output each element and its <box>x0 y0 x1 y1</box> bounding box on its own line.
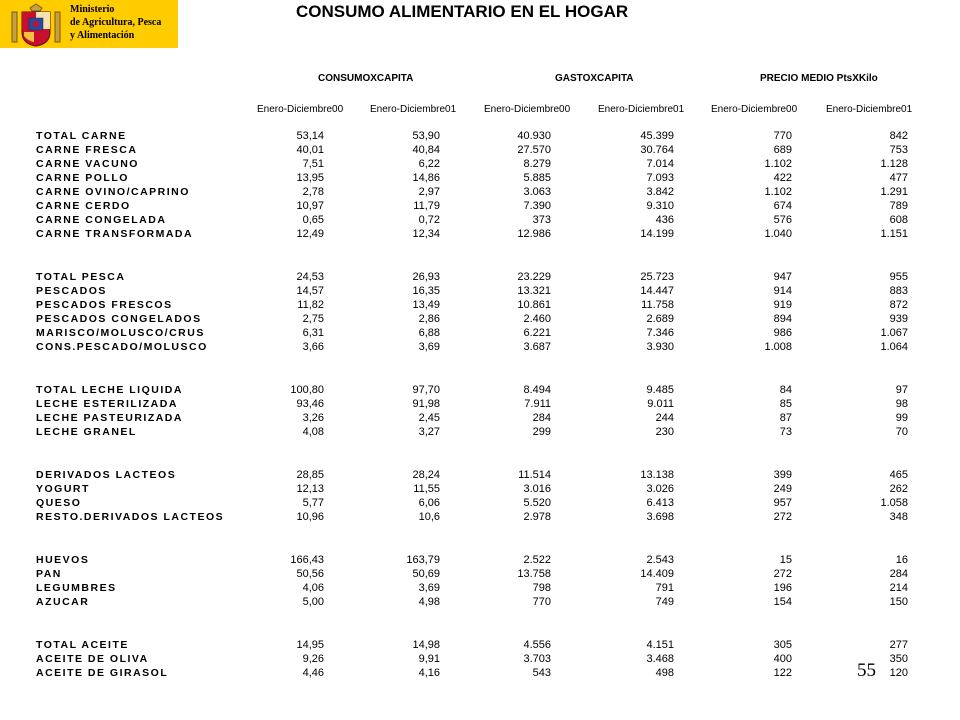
ministry-name <box>70 3 161 42</box>
table-cell: 70 <box>895 426 908 438</box>
table-cell: 4,46 <box>302 667 324 679</box>
table-cell: 8.279 <box>523 158 551 170</box>
table-cell: 1.008 <box>764 341 792 353</box>
ministry-line-2: de Agricultura, Pesca <box>70 17 162 28</box>
page-number: 55 <box>857 660 876 681</box>
table-cell: 1.102 <box>764 158 792 170</box>
table-cell: 12,34 <box>412 228 440 240</box>
table-cell: 3.930 <box>646 341 674 353</box>
table-cell: 166,43 <box>290 554 324 566</box>
table-cell: 576 <box>773 214 792 226</box>
table-cell: 150 <box>889 596 908 608</box>
table-cell: 73 <box>779 426 792 438</box>
table-cell: 689 <box>773 144 792 156</box>
group-header-precio: PRECIO MEDIO PtsXKilo <box>760 73 878 84</box>
table-cell: 9.310 <box>646 200 674 212</box>
table-cell: 348 <box>889 511 908 523</box>
table-cell: 1.291 <box>880 186 908 198</box>
table-row <box>0 666 960 680</box>
row-label: CONS.PESCADO/MOLUSCO <box>36 341 208 353</box>
table-cell: 3,27 <box>418 426 440 438</box>
table-row <box>0 326 960 340</box>
table-row <box>0 638 960 652</box>
row-label: MARISCO/MOLUSCO/CRUS <box>36 327 205 339</box>
table-cell: 5.520 <box>523 497 551 509</box>
row-label: LECHE PASTEURIZADA <box>36 412 183 424</box>
table-cell: 13.321 <box>517 285 551 297</box>
table-row <box>0 553 960 567</box>
row-label: CARNE FRESCA <box>36 144 138 156</box>
table-row <box>0 425 960 439</box>
table-cell: 87 <box>779 412 792 424</box>
table-cell: 753 <box>889 144 908 156</box>
period-header: Enero-Diciembre01 <box>826 104 913 115</box>
table-cell: 2,78 <box>302 186 324 198</box>
table-row <box>0 595 960 609</box>
table-cell: 9.485 <box>646 384 674 396</box>
period-header: Enero-Diciembre00 <box>711 104 798 115</box>
table-cell: 53,14 <box>296 130 324 142</box>
table-cell: 477 <box>889 172 908 184</box>
table-row <box>0 298 960 312</box>
table-cell: 842 <box>889 130 908 142</box>
table-cell: 15 <box>779 554 792 566</box>
row-label: PESCADOS <box>36 285 107 297</box>
table-cell: 2.689 <box>646 313 674 325</box>
page-title: CONSUMO ALIMENTARIO EN EL HOGAR <box>296 2 629 21</box>
table-cell: 6,31 <box>302 327 324 339</box>
table-cell: 399 <box>773 469 792 481</box>
table-row <box>0 482 960 496</box>
table-cell: 2,75 <box>302 313 324 325</box>
table-cell: 608 <box>889 214 908 226</box>
table-cell: 14,57 <box>296 285 324 297</box>
row-label: CARNE VACUNO <box>36 158 139 170</box>
table-cell: 883 <box>889 285 908 297</box>
table-cell: 422 <box>773 172 792 184</box>
period-header: Enero-Diciembre01 <box>598 104 685 115</box>
table-cell: 97 <box>895 384 908 396</box>
row-label: CARNE OVINO/CAPRINO <box>36 186 190 198</box>
table-cell: 2.522 <box>523 554 551 566</box>
table-cell: 24,53 <box>296 271 324 283</box>
table-cell: 14.199 <box>640 228 674 240</box>
table-row <box>0 581 960 595</box>
table-cell: 4.556 <box>523 639 551 651</box>
table-cell: 40,84 <box>412 144 440 156</box>
table-cell: 40,01 <box>296 144 324 156</box>
table-cell: 4,16 <box>418 667 440 679</box>
table-cell: 4,08 <box>302 426 324 438</box>
row-label: TOTAL CARNE <box>36 130 127 142</box>
table-cell: 919 <box>773 299 792 311</box>
table-cell: 10.861 <box>517 299 551 311</box>
table-cell: 305 <box>773 639 792 651</box>
table-cell: 284 <box>889 568 908 580</box>
table-cell: 11.514 <box>518 469 551 481</box>
table-cell: 3.026 <box>646 483 674 495</box>
table-cell: 6.413 <box>646 497 674 509</box>
table-cell: 3,69 <box>418 341 440 353</box>
table-cell: 7,51 <box>302 158 324 170</box>
table-cell: 272 <box>773 511 792 523</box>
table-cell: 986 <box>773 327 792 339</box>
table-row <box>0 510 960 524</box>
table-row <box>0 185 960 199</box>
table-row <box>0 171 960 185</box>
table-cell: 4.151 <box>646 639 674 651</box>
table-cell: 872 <box>889 299 908 311</box>
table-cell: 3.687 <box>523 341 551 353</box>
table-cell: 10,96 <box>296 511 324 523</box>
table-cell: 12,49 <box>296 228 324 240</box>
table-cell: 299 <box>532 426 551 438</box>
row-label: TOTAL PESCA <box>36 271 126 283</box>
table-row <box>0 284 960 298</box>
table-cell: 1.151 <box>880 228 908 240</box>
row-label: RESTO.DERIVADOS LACTEOS <box>36 511 225 523</box>
table-cell: 84 <box>779 384 792 396</box>
row-label: LECHE GRANEL <box>36 426 137 438</box>
table-row <box>0 340 960 354</box>
table-cell: 798 <box>532 582 551 594</box>
table-cell: 154 <box>773 596 792 608</box>
table-cell: 791 <box>655 582 674 594</box>
table-cell: 40.930 <box>517 130 551 142</box>
table-cell: 23.229 <box>517 271 551 283</box>
table-cell: 5,00 <box>302 596 324 608</box>
table-cell: 16 <box>895 554 908 566</box>
table-cell: 2.543 <box>646 554 674 566</box>
table-cell: 3.063 <box>523 186 551 198</box>
table-cell: 97,70 <box>412 384 440 396</box>
table-row <box>0 143 960 157</box>
table-cell: 13.758 <box>517 568 551 580</box>
period-header: Enero-Diciembre00 <box>484 104 571 115</box>
table-row <box>0 496 960 510</box>
row-label: LECHE ESTERILIZADA <box>36 398 178 410</box>
table-cell: 5.885 <box>523 172 551 184</box>
row-label: DERIVADOS LACTEOS <box>36 469 177 481</box>
table-cell: 9,26 <box>302 653 324 665</box>
table-cell: 7.390 <box>523 200 551 212</box>
row-label: CARNE CONGELADA <box>36 214 167 226</box>
table-row <box>0 397 960 411</box>
table-cell: 894 <box>773 313 792 325</box>
table-cell: 1.128 <box>880 158 908 170</box>
table-cell: 8.494 <box>523 384 551 396</box>
table-cell: 244 <box>655 412 674 424</box>
table-cell: 2.460 <box>523 313 551 325</box>
table-cell: 93,46 <box>296 398 324 410</box>
table-cell: 939 <box>889 313 908 325</box>
table-cell: 12,13 <box>296 483 324 495</box>
table-cell: 99 <box>895 412 908 424</box>
table-cell: 3,69 <box>418 582 440 594</box>
table-cell: 14,86 <box>412 172 440 184</box>
table-row <box>0 270 960 284</box>
table-cell: 0,65 <box>302 214 324 226</box>
table-row <box>0 213 960 227</box>
table-row <box>0 157 960 171</box>
table-cell: 11,82 <box>297 299 324 311</box>
table-cell: 3.698 <box>646 511 674 523</box>
table-cell: 7.014 <box>646 158 674 170</box>
row-label: ACEITE DE GIRASOL <box>36 667 169 679</box>
table-cell: 0,72 <box>418 214 440 226</box>
table-cell: 6,88 <box>418 327 440 339</box>
table-cell: 3.016 <box>523 483 551 495</box>
table-cell: 1.058 <box>880 497 908 509</box>
period-header: Enero-Diciembre00 <box>257 104 344 115</box>
table-cell: 262 <box>889 483 908 495</box>
table-cell: 30.764 <box>640 144 674 156</box>
table-row <box>0 199 960 213</box>
table-cell: 400 <box>773 653 792 665</box>
table-cell: 957 <box>773 497 792 509</box>
table-cell: 770 <box>773 130 792 142</box>
table-row <box>0 312 960 326</box>
period-header: Enero-Diciembre01 <box>370 104 457 115</box>
table-cell: 947 <box>773 271 792 283</box>
table-cell: 50,69 <box>412 568 440 580</box>
table-cell: 9.011 <box>647 398 674 410</box>
table-cell: 5,77 <box>302 497 324 509</box>
ministry-logo <box>0 0 178 48</box>
table-cell: 2,97 <box>418 186 440 198</box>
table-cell: 14.409 <box>640 568 674 580</box>
table-cell: 498 <box>655 667 674 679</box>
table-cell: 2,45 <box>418 412 440 424</box>
table-cell: 14.447 <box>640 285 674 297</box>
group-header-gasto: GASTOXCAPITA <box>555 73 634 84</box>
table-cell: 674 <box>773 200 792 212</box>
table-cell: 2.978 <box>523 511 551 523</box>
table-cell: 196 <box>773 582 792 594</box>
table-cell: 10,6 <box>418 511 440 523</box>
table-cell: 85 <box>779 398 792 410</box>
table-cell: 749 <box>655 596 674 608</box>
table-cell: 465 <box>889 469 908 481</box>
table-cell: 9,91 <box>418 653 440 665</box>
table-cell: 4,06 <box>302 582 324 594</box>
group-header-consumo: CONSUMOXCAPITA <box>318 73 414 84</box>
table-cell: 6,06 <box>418 497 440 509</box>
table-cell: 122 <box>773 667 792 679</box>
table-cell: 955 <box>889 271 908 283</box>
ministry-line-3: y Alimentación <box>70 30 135 41</box>
table-cell: 543 <box>532 667 551 679</box>
table-cell: 214 <box>889 582 908 594</box>
table-cell: 53,90 <box>412 130 440 142</box>
ministry-line-1: Ministerio <box>70 4 115 15</box>
table-cell: 12.986 <box>517 228 551 240</box>
table-cell: 98 <box>895 398 908 410</box>
table-cell: 16,35 <box>412 285 440 297</box>
row-label: PAN <box>36 568 62 580</box>
table-row <box>0 227 960 241</box>
row-label: ACEITE DE OLIVA <box>36 653 149 665</box>
row-label: QUESO <box>36 497 82 509</box>
coat-of-arms-icon <box>10 2 62 48</box>
table-cell: 11,79 <box>413 200 440 212</box>
table-row <box>0 411 960 425</box>
row-label: TOTAL LECHE LIQUIDA <box>36 384 183 396</box>
table-cell: 13.138 <box>640 469 674 481</box>
table-cell: 284 <box>532 412 551 424</box>
table-cell: 25.723 <box>640 271 674 283</box>
table-cell: 45.399 <box>640 130 674 142</box>
table-cell: 11,55 <box>413 483 440 495</box>
table-cell: 770 <box>532 596 551 608</box>
table-cell: 1.040 <box>764 228 792 240</box>
table-cell: 27.570 <box>517 144 551 156</box>
table-cell: 6.221 <box>523 327 551 339</box>
table-cell: 14,98 <box>412 639 440 651</box>
row-label: AZUCAR <box>36 596 90 608</box>
row-label: YOGURT <box>36 483 90 495</box>
table-cell: 10,97 <box>296 200 324 212</box>
table-row <box>0 383 960 397</box>
table-cell: 436 <box>655 214 674 226</box>
table-cell: 3,26 <box>302 412 324 424</box>
table-cell: 3.703 <box>523 653 551 665</box>
table-cell: 789 <box>889 200 908 212</box>
table-cell: 7.911 <box>524 398 551 410</box>
table-cell: 7.346 <box>646 327 674 339</box>
table-cell: 13,49 <box>412 299 440 311</box>
table-row <box>0 567 960 581</box>
table-cell: 163,79 <box>406 554 440 566</box>
table-cell: 249 <box>773 483 792 495</box>
row-label: HUEVOS <box>36 554 90 566</box>
table-cell: 6,22 <box>418 158 440 170</box>
table-cell: 26,93 <box>412 271 440 283</box>
table-cell: 28,24 <box>412 469 440 481</box>
table-cell: 1.067 <box>880 327 908 339</box>
row-label: PESCADOS CONGELADOS <box>36 313 202 325</box>
table-cell: 4,98 <box>418 596 440 608</box>
table-cell: 14,95 <box>296 639 324 651</box>
table-cell: 3.468 <box>646 653 674 665</box>
table-cell: 1.102 <box>764 186 792 198</box>
table-row <box>0 129 960 143</box>
table-cell: 373 <box>532 214 551 226</box>
table-cell: 13,95 <box>296 172 324 184</box>
table-cell: 28,85 <box>296 469 324 481</box>
table-cell: 914 <box>773 285 792 297</box>
table-cell: 2,86 <box>418 313 440 325</box>
table-row <box>0 468 960 482</box>
row-label: CARNE TRANSFORMADA <box>36 228 194 240</box>
table-cell: 100,80 <box>290 384 324 396</box>
table-cell: 230 <box>655 426 674 438</box>
table-row <box>0 652 960 666</box>
table-cell: 277 <box>889 639 908 651</box>
table-cell: 120 <box>889 667 908 679</box>
row-label: CARNE POLLO <box>36 172 129 184</box>
row-label: TOTAL ACEITE <box>36 639 129 651</box>
table-cell: 3.842 <box>646 186 674 198</box>
row-label: CARNE CERDO <box>36 200 131 212</box>
row-label: LEGUMBRES <box>36 582 117 594</box>
table-cell: 1.064 <box>880 341 908 353</box>
row-label: PESCADOS FRESCOS <box>36 299 173 311</box>
table-cell: 272 <box>773 568 792 580</box>
table-cell: 11.758 <box>641 299 674 311</box>
table-cell: 50,56 <box>296 568 324 580</box>
table-cell: 350 <box>889 653 908 665</box>
table-cell: 91,98 <box>412 398 440 410</box>
table-cell: 3,66 <box>302 341 324 353</box>
table-cell: 7.093 <box>646 172 674 184</box>
